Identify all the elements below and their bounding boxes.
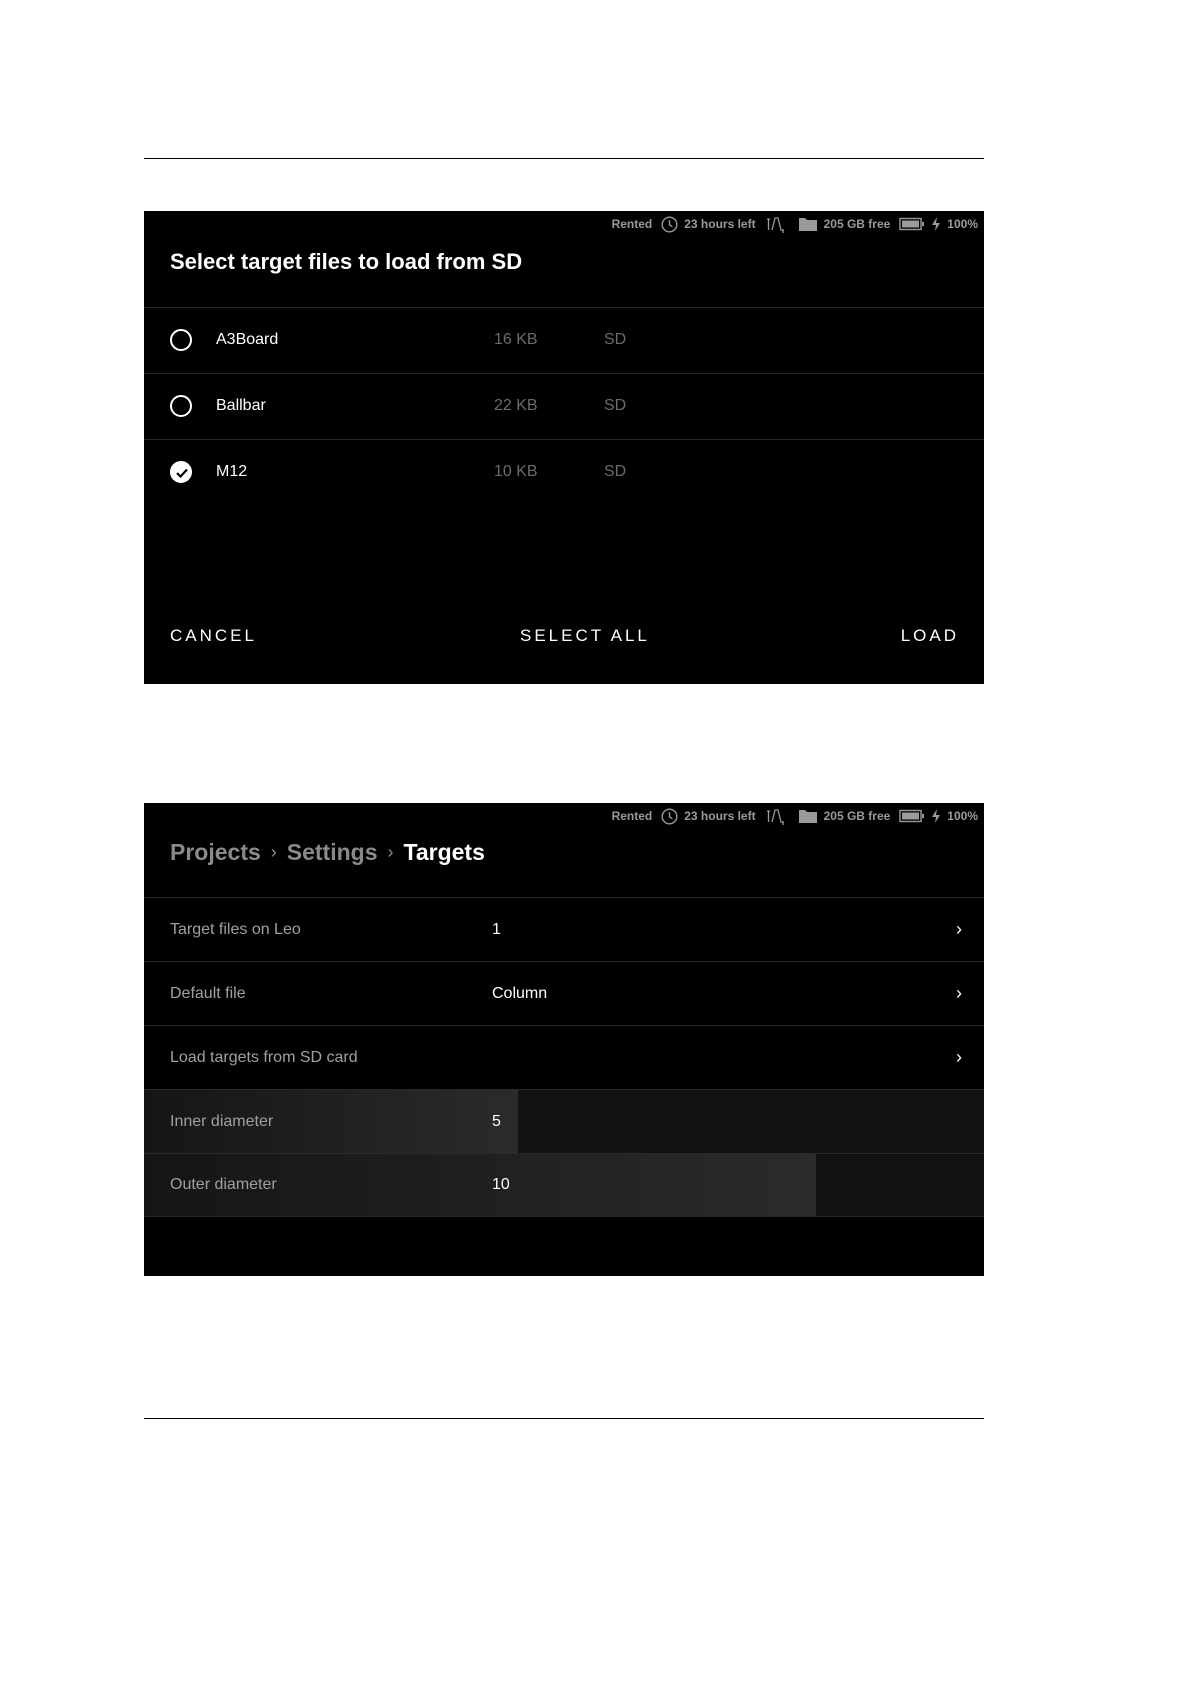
file-row[interactable] (144, 307, 984, 372)
file-size: 16 KB (494, 331, 538, 348)
page-top-rule (144, 158, 984, 159)
targets-settings-screen (144, 803, 984, 1276)
time-left-group (661, 808, 755, 825)
file-name: Ballbar (216, 397, 266, 414)
connection-icon (765, 808, 789, 825)
time-left-label: 23 hours left (684, 809, 756, 823)
setting-value: 1 (492, 920, 501, 938)
folder-icon (798, 808, 818, 824)
storage-label: 205 GB free (823, 217, 891, 231)
file-name: A3Board (216, 331, 279, 348)
breadcrumb-settings[interactable]: Settings (286, 839, 378, 865)
settings-row-default-file[interactable] (144, 961, 984, 1025)
charging-bolt-icon (931, 809, 941, 823)
setting-label: Load targets from SD card (170, 1048, 358, 1066)
radio-checked-icon[interactable] (170, 461, 192, 483)
folder-icon (798, 216, 818, 232)
breadcrumb (170, 839, 485, 866)
file-size: 22 KB (494, 397, 538, 414)
file-row[interactable] (144, 373, 984, 438)
chevron-right-icon: › (956, 1047, 962, 1067)
setting-label: Default file (170, 984, 246, 1002)
select-all-button[interactable]: SELECT ALL (520, 626, 650, 645)
file-name: M12 (216, 463, 248, 480)
storage-label: 205 GB free (823, 809, 891, 823)
battery-label: 100% (947, 217, 978, 231)
page-bottom-rule (144, 1418, 984, 1419)
chevron-right-icon: › (956, 983, 962, 1003)
inner-diameter-slider[interactable] (144, 1089, 984, 1153)
file-size: 10 KB (494, 463, 538, 480)
setting-value: 5 (492, 1112, 501, 1130)
file-source: SD (604, 397, 627, 414)
load-button[interactable]: LOAD (900, 626, 959, 645)
battery-group (899, 809, 978, 823)
settings-row-target-files[interactable] (144, 897, 984, 961)
status-bar (612, 211, 978, 237)
battery-group (899, 217, 978, 231)
setting-value: 10 (492, 1176, 510, 1193)
setting-value: Column (492, 984, 548, 1002)
chevron-right-icon: › (270, 842, 277, 862)
setting-label: Outer diameter (170, 1176, 277, 1193)
charging-bolt-icon (931, 217, 941, 231)
clock-icon (661, 808, 678, 825)
cancel-button[interactable]: CANCEL (170, 626, 257, 645)
radio-unchecked-icon[interactable] (170, 395, 192, 417)
dialog-title: Select target files to load from SD (170, 249, 523, 274)
breadcrumb-projects[interactable]: Projects (170, 839, 261, 865)
clock-icon (661, 216, 678, 233)
rented-label: Rented (611, 809, 653, 823)
time-left-label: 23 hours left (684, 217, 756, 231)
battery-icon (899, 809, 925, 823)
setting-label: Target files on Leo (170, 920, 301, 938)
settings-row-load-from-sd[interactable] (144, 1025, 984, 1089)
breadcrumb-targets: Targets (403, 839, 485, 865)
status-bar (612, 803, 978, 829)
time-left-group (661, 216, 755, 233)
file-row[interactable] (144, 439, 984, 504)
rented-label: Rented (611, 217, 653, 231)
file-source: SD (604, 463, 627, 480)
connection-icon (765, 216, 789, 233)
load-targets-dialog-screen (144, 211, 984, 684)
battery-icon (899, 217, 925, 231)
setting-label: Inner diameter (170, 1112, 274, 1130)
storage-group (798, 808, 891, 824)
chevron-right-icon: › (387, 842, 394, 862)
outer-diameter-slider[interactable] (144, 1153, 984, 1217)
battery-label: 100% (947, 809, 978, 823)
radio-unchecked-icon[interactable] (170, 329, 192, 351)
chevron-right-icon: › (956, 919, 962, 939)
storage-group (798, 216, 891, 232)
file-source: SD (604, 331, 627, 348)
